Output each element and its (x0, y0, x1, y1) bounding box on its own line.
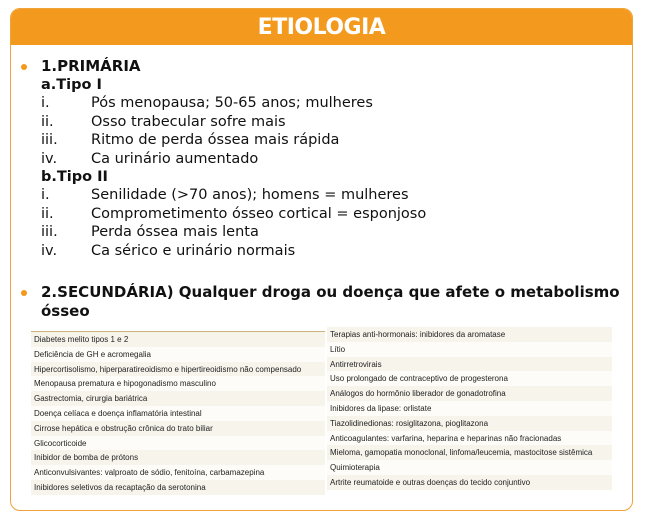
item-numeral: iv. (41, 150, 58, 167)
list-item (41, 150, 426, 169)
table-row: Uso prolongado de contraceptivo de progesterona (327, 371, 612, 386)
item-text: Osso trabecular sofre mais (91, 113, 286, 130)
bullet-icon (21, 64, 27, 70)
table-row: Menopausa prematura e hipogonadismo masculino (31, 376, 325, 391)
primary-section (21, 57, 621, 260)
item-numeral: iv. (41, 242, 58, 259)
item-text: Perda óssea mais lenta (91, 224, 259, 240)
table-row: Análogos do hormônio liberador de gonadotrofina (327, 386, 612, 401)
table-row: Doença celíaca e doença inflamatória intestinal (31, 406, 325, 421)
primary-heading: 1.PRIMÁRIA (41, 57, 141, 75)
table-row: Hipercortisolismo, hiperparatireoidismo e hipertireoidismo não compensado (31, 362, 325, 377)
item-text: Comprometimento ósseo cortical = esponjoso (91, 205, 427, 222)
item-text: Senilidade (>70 anos); homens = mulheres (91, 187, 409, 203)
table-row: Lítio (327, 342, 612, 357)
table-row: Inibidor de bomba de prótons (31, 450, 325, 465)
primary-types (41, 76, 426, 260)
title-banner (11, 9, 632, 45)
item-numeral: iii. (41, 132, 58, 148)
table-row: Diabetes melito tipos 1 e 2 (31, 332, 325, 347)
item-numeral: iii. (41, 224, 58, 240)
list-item (41, 131, 426, 150)
item-numeral: ii. (41, 205, 54, 222)
table-row: Inibidores da lipase: orlistate (327, 401, 612, 416)
item-numeral: i. (41, 187, 50, 203)
table-row: Deficiência de GH e acromegalia (31, 347, 325, 362)
item-numeral: i. (41, 95, 50, 111)
table-row: Inibidores seletivos da recaptação da serotonina (31, 480, 325, 495)
table-row: Anticonvulsivantes: valproato de sódio, fenitoína, carbamazepina (31, 465, 325, 480)
table-row: Antirretrovirais (327, 357, 612, 372)
table-row: Tiazolidinedionas: rosiglitazona, pioglitazona (327, 416, 612, 431)
causes-table-left (31, 331, 325, 495)
list-item (41, 242, 426, 261)
bullet-icon (21, 290, 27, 296)
table-row: Quimioterapia (327, 460, 612, 475)
table-row: Terapias anti-hormonais: inibidores da aromatase (327, 327, 612, 342)
list-item (41, 223, 426, 242)
list-item (41, 205, 426, 224)
causes-table-right (327, 327, 612, 490)
secondary-heading: 2.SECUNDÁRIA) Qualquer droga ou doença que afete o metabolismo ósseo (41, 283, 620, 320)
table-row: Anticoagulantes: varfarina, heparina e heparinas não fracionadas (327, 431, 612, 446)
table-row: Mieloma, gamopatia monoclonal, linfoma/leucemia, mastocitose sistêmica (327, 445, 612, 460)
table-row: Artrite reumatoide e outras doenças do tecido conjuntivo (327, 475, 612, 490)
type-title: a.Tipo I (41, 77, 102, 93)
list-item (41, 113, 426, 132)
etiology-card (10, 8, 633, 511)
table-row: Gastrectomia, cirurgia bariátrica (31, 391, 325, 406)
secondary-section (21, 283, 621, 321)
list-item (41, 186, 426, 205)
type-title: b.Tipo II (41, 169, 108, 185)
table-row: Cirrose hepática e obstrução crônica do trato biliar (31, 421, 325, 436)
item-text: Ca sérico e urinário normais (91, 242, 296, 259)
item-text: Ca urinário aumentado (91, 150, 259, 167)
item-text: Pós menopausa; 50-65 anos; mulheres (91, 95, 373, 111)
item-text: Ritmo de perda óssea mais rápida (91, 132, 340, 148)
list-item (41, 94, 426, 113)
page-title: ETIOLOGIA (257, 14, 386, 40)
table-row: Glicocorticoide (31, 436, 325, 451)
item-numeral: ii. (41, 113, 54, 130)
